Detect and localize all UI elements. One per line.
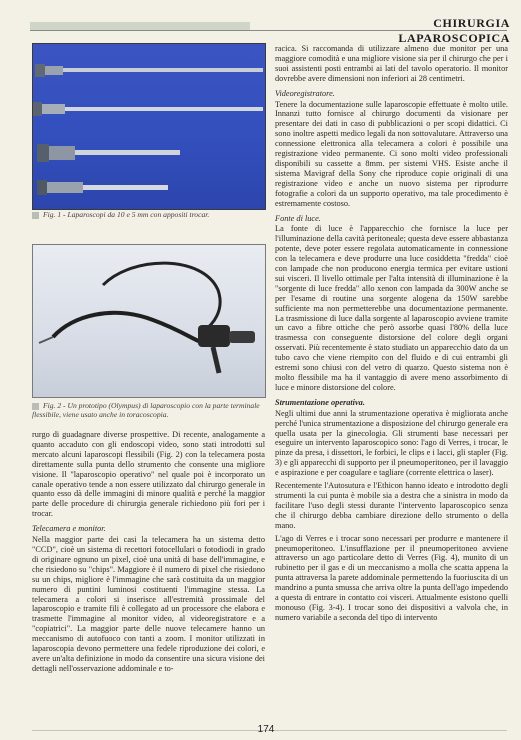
paragraph: L'ago di Verres e i trocar sono necessari per produrre e mantenere il pneumoperitoneo. L'insufflazione per il pneumoperitoneo avviene attraverso un ago particolare detto di Verres (Fig. 4), munito di un rubinetto per il gas e di un meccanismo a molla che scatta appena la punta attraversa la parete addominale permettendo la fuoriuscita di un mandrino a punta smussa che arriva oltre la punta dell'ago impedendo a questa di entrare in contatto coi visceri. Attualmente esistono quelli monouso (Fig. 3-4). I trocar sono dei dispositivi a valvola che, in numero variabile a seconda del tipo di intervento xyxy=(275,533,508,622)
paragraph: racica. Si raccomanda di utilizzare almeno due monitor per una maggiore comodità e una migliore visione sia per il chirurgo che per i suoi assistenti posti entrambi ai lati del tavolo operatorio. Il monitor dovrebbe avere dimensioni non inferiori ai 28 centimetri. xyxy=(275,44,508,83)
header-band xyxy=(30,22,250,30)
paragraph: rurgo di guadagnare diverse prospettive. Di recente, analogamente a quanto accaduto con gli endoscopi video, sono stati introdotti sul mercato alcuni laparoscopi flessibili (Fig. 2) con la telecamera posta direttamente sulla punta dello strumento che consente una migliore visione. Il "laparoscopio operativo" nel quale poi è incorporato un canale operativo tende a non essere utilizzato dal chirurgo generale in quanto esso dà delle immagini di minore qualità e perché la maggior parte delle procedure di chirurgia generale richiedono più fori per i trocar. xyxy=(32,430,265,519)
page-number: 174 xyxy=(257,724,275,735)
section-heading: Videoregistratore. xyxy=(275,88,335,98)
section-heading: Telecamera e monitor. xyxy=(32,524,106,534)
section-heading: Strumentazione operativa. xyxy=(275,397,365,407)
caption-marker xyxy=(32,212,39,219)
paragraph: La fonte di luce è l'apparecchio che fornisce la luce per l'illuminazione della cavità peritoneale; questa deve essere abbastanza potente, deve poter essere regolata automaticamente in connessione con la telecamera e deve produrre una luce cosiddetta "fredda" cioè con lampade che non producono energia termica per evitare ustioni sui visceri. Il livello ottimale per l'alta intensità di illuminazione è la "sorgente di luce fredda" allo xenon con lampada da 300W anche se per l'esame di routine una sorgente alogena da 150W sarebbe sufficiente ma non permetterebbe una documentazione permanente. La trasmissione di luce dalla sorgente al laparoscopio avviene tramite un cavo a fibre ottiche che però assorbe quasi l'80% della luce trasmessa con conseguente distorsione del colore degli organi osservati. Più recentemente è stato studiato un apparecchio dato da un tubo cavo che viene riempito con del fluido e di cui entrambi gli estremi sono chiusi con del vetro di quarzo. Questo sistema non è molto flessibile ma ha il vantaggio di avere meno assorbimento di luce e minore distorsione del colore. xyxy=(275,224,508,392)
section-heading: Fonte di luce. xyxy=(275,213,321,223)
laparoscopes-illustration xyxy=(33,44,265,209)
paragraph: Recentemente l'Autosutura e l'Ethicon hanno ideato e introdotto degli strumenti la cui punta è mobile sia a destra che a sinistra in modo da facilitare l'uso degli stessi durante l'intervento laparoscopico senza che il chirurgo debba cambiare direzione dello strumento o della mano. xyxy=(275,481,508,530)
figure-2-flexible-laparoscope-photo xyxy=(32,244,266,398)
figure-1-caption: Fig. 1 - Laparoscopi da 10 e 5 mm con appositi trocar. xyxy=(32,210,264,219)
running-head: CHIRURGIA LAPAROSCOPICA xyxy=(398,16,510,45)
paragraph: Tenere la documentazione sulle laparoscopie effettuate è molto utile. Innanzi tutto fornisce al chirurgo documenti da visionare per presentare dei dati in caso di pubblicazioni o per scopi didattici. Ci sono inoltre aspetti medico legali da non sottovalutare. Attraverso una connessione elettronica alla telecamera a colori è possibile una registrazione video permanente. Ci sono molti video professionali disponibili su cassette a 8mm. per sistemi VHS. Esiste anche il sistema Mavigraf della Sony che riproduce copie originali di una registrazione video e anche un nuovo sistema per riprodurre fotografie a colori da un supporto operativo, ma tale procedimento è estremamente costoso. xyxy=(275,99,508,208)
paragraph: Nella maggior parte dei casi la telecamera ha un sistema detto "CCD", cioè un sistema di recettori fotocellulari o fotodiodi in grado di originare ognuno un pixel, cioè una unità di base dell'immagine, e che risiedono su "chips". Maggiore è il numero di pixel che risiedono su un chips, migliore è l'immagine che sarà costituita da un maggior numero di puntini luminosi costituenti l'immagine stessa. La telecamera a colori si inserisce all'estremità prossimale del laparoscopio e tramite fili è collegato ad un processore che elabora e trasmette l'immagine al monitor video, al videoregistratore e a "copiatrici". La maggior parte delle nuove telecamere hanno un meccanismo di autofuoco con tanti a zoom. I monitor utilizzati in laparoscopia devono permettere una fedele riproduzione dei colori, e avere un'alta definizione in modo da consentire una sicura visione dei dettagli nell'osservazione addominale e to- xyxy=(32,535,265,673)
flexible-laparoscope-illustration xyxy=(33,245,265,397)
figure-1-laparoscopes-photo xyxy=(32,43,266,210)
caption-marker xyxy=(32,403,39,410)
figure-2-caption: Fig. 2 - Un prototipo (Olympus) di laparoscopio con la parte terminale flessibile, viene usato anche in toracoscopia. xyxy=(32,401,260,419)
paragraph: Negli ultimi due anni la strumentazione operativa è migliorata anche perché l'unica strumentazione a disposizione del chirurgo generale era quella usata per la ginecologia. Gli strumenti base necessari per eseguire un intervento laparoscopico sono: l'ago di Verres, i trocar, le pinze da presa, i dissettori, le forbici, le clips e i lacci, gli stapler (Fig. 3) e gli apparecchi di supporto per il pneumoperitoneo, per il lavaggio e aspirazione e per coagulare e tagliare (corrente elettrica o laser). xyxy=(275,408,508,478)
left-text-column xyxy=(32,430,265,677)
right-text-column xyxy=(275,44,508,626)
